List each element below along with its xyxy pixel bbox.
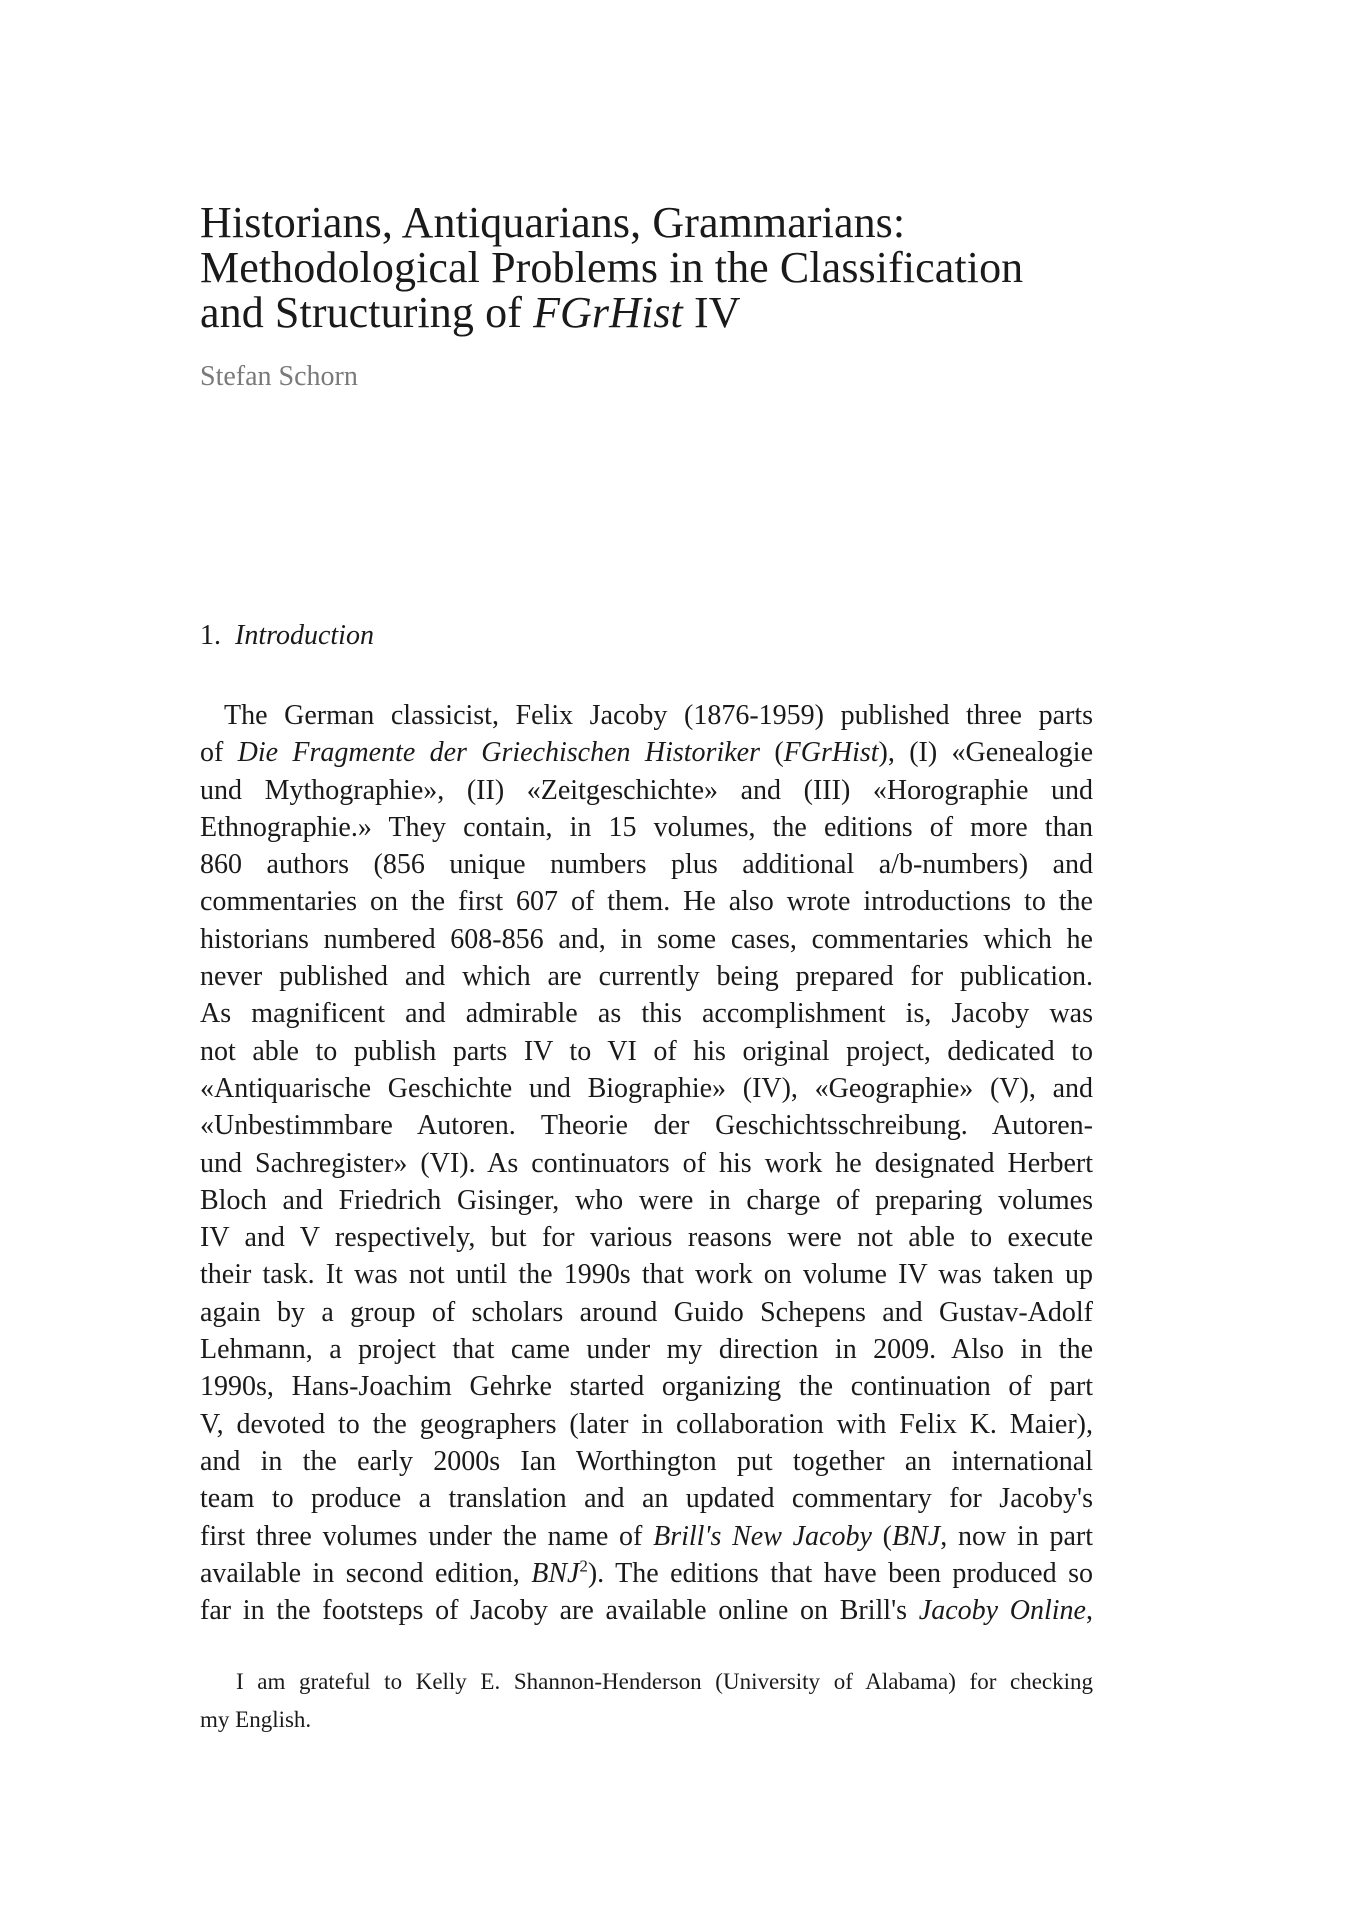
text-run: far in the footsteps of Jacoby are available online on Brill's [200, 1595, 919, 1627]
article-page [200, 198, 1093, 1732]
italic-title: Die Fragmente der Griechischen Historiker [237, 737, 760, 769]
text-run: ), (I) «Genealogie [878, 737, 1093, 769]
body-line [200, 1256, 1093, 1293]
section-heading [200, 620, 374, 652]
body-line-text [200, 1558, 1093, 1589]
body-line [200, 1518, 1093, 1555]
body-line-text: their task. It was not until the 1990s that work on volume IV was taken up [200, 1259, 1093, 1291]
body-line [200, 921, 1093, 958]
body-line-text: team to produce a translation and an updated commentary for Jacoby's [200, 1483, 1093, 1515]
italic-abbrev: BNJ [531, 1557, 580, 1589]
body-line [200, 809, 1093, 846]
body-line [200, 883, 1093, 920]
article-title [200, 200, 1093, 335]
body-paragraph [200, 697, 1093, 1629]
body-line [200, 734, 1093, 771]
body-line [200, 1406, 1093, 1443]
footnote-text: I am grateful to Kelly E. Shannon-Henderson (University of Alabama) for checking [236, 1669, 1093, 1694]
body-line-text: «Antiquarische Geschichte und Biographie» (IV), «Geographie» (V), and [200, 1072, 1093, 1104]
body-line [200, 846, 1093, 883]
body-line [200, 1592, 1093, 1629]
text-run: ( [871, 1520, 892, 1552]
italic-title: Brill's New Jacoby [653, 1520, 872, 1552]
body-line-text: As magnificent and admirable as this accomplishment is, Jacoby was [200, 998, 1093, 1030]
body-line-text: not able to publish parts IV to VI of his original project, dedicated to [200, 1035, 1093, 1067]
footnote-line [200, 1663, 1093, 1701]
body-line-text: historians numbered 608-856 and, in some cases, commentaries which he [200, 923, 1093, 955]
section-title: Introduction [235, 620, 374, 651]
body-line-text: V, devoted to the geographers (later in collaboration with Felix K. Maier), [200, 1408, 1093, 1440]
italic-title: Jacoby Online [918, 1595, 1086, 1627]
body-line [200, 995, 1093, 1032]
body-line-text [200, 1595, 1093, 1626]
superscript: 2 [579, 1556, 588, 1576]
title-line [200, 290, 1093, 335]
body-line [200, 1443, 1093, 1480]
body-line-text: Lehmann, a project that came under my direction in 2009. Also in the [200, 1334, 1093, 1366]
body-line [200, 1070, 1093, 1107]
footnote-line [200, 1701, 1093, 1739]
body-line [200, 958, 1093, 995]
text-run: , now in part [940, 1520, 1093, 1552]
text-run: first three volumes under the name of [200, 1520, 654, 1552]
body-line [200, 1331, 1093, 1368]
body-line [200, 1107, 1093, 1144]
text-run: , [1086, 1595, 1093, 1627]
body-line-text: und Mythographie», (II) «Zeitgeschichte» and (III) «Horographie und [200, 774, 1093, 806]
body-line-text: «Unbestimmbare Autoren. Theorie der Geschichtsschreibung. Autoren- [200, 1110, 1093, 1142]
title-italic-text: FGrHist [533, 288, 683, 337]
body-line-text: never published and which are currently being prepared for publication. [200, 961, 1093, 993]
body-line-text: and in the early 2000s Ian Worthington put together an international [200, 1445, 1093, 1477]
body-line [200, 1033, 1093, 1070]
body-line-text: 1990s, Hans-Joachim Gehrke started organizing the continuation of part [200, 1371, 1093, 1403]
body-line [200, 1219, 1093, 1256]
italic-abbrev: FGrHist [783, 737, 879, 769]
body-line [200, 1294, 1093, 1331]
body-line-text: Bloch and Friedrich Gisinger, who were in charge of preparing volumes [200, 1184, 1093, 1216]
body-line [200, 697, 1093, 734]
body-line-text: 860 authors (856 unique numbers plus additional a/b-numbers) and [200, 849, 1093, 881]
body-line-text: The German classicist, Felix Jacoby (1876-1959) published three parts [224, 700, 1093, 731]
title-line: Historians, Antiquarians, Grammarians: [200, 198, 906, 247]
title-text: IV [682, 288, 741, 337]
footnote-text: my English. [200, 1707, 312, 1732]
body-line-text [200, 737, 1093, 768]
body-line-text: Ethnographie.» They contain, in 15 volumes, the editions of more than [200, 811, 1093, 843]
title-line: Methodological Problems in the Classification [200, 243, 1024, 292]
text-run: ). The editions that have been produced so [587, 1557, 1093, 1589]
body-line [200, 772, 1093, 809]
text-run: available in second edition, [200, 1557, 532, 1589]
section-number: 1. [200, 620, 221, 651]
body-line-text: und Sachregister» (VI). As continuators of his work he designated Herbert [200, 1147, 1093, 1179]
body-line [200, 1182, 1093, 1219]
body-line-text [200, 1521, 1093, 1552]
body-line-text: IV and V respectively, but for various reasons were not able to execute [200, 1222, 1093, 1254]
italic-abbrev: BNJ [892, 1520, 941, 1552]
article-author: Stefan Schorn [200, 361, 358, 392]
body-line [200, 1368, 1093, 1405]
text-run: ( [759, 737, 784, 769]
text-run: of [200, 737, 238, 769]
title-text: and Structuring of [200, 288, 534, 337]
body-line [200, 1145, 1093, 1182]
footnote [200, 1663, 1093, 1739]
body-line [200, 1555, 1093, 1592]
body-line-text: again by a group of scholars around Guido Schepens and Gustav-Adolf [200, 1296, 1093, 1328]
body-line [200, 1480, 1093, 1517]
body-line-text: commentaries on the first 607 of them. He also wrote introductions to the [200, 886, 1093, 918]
